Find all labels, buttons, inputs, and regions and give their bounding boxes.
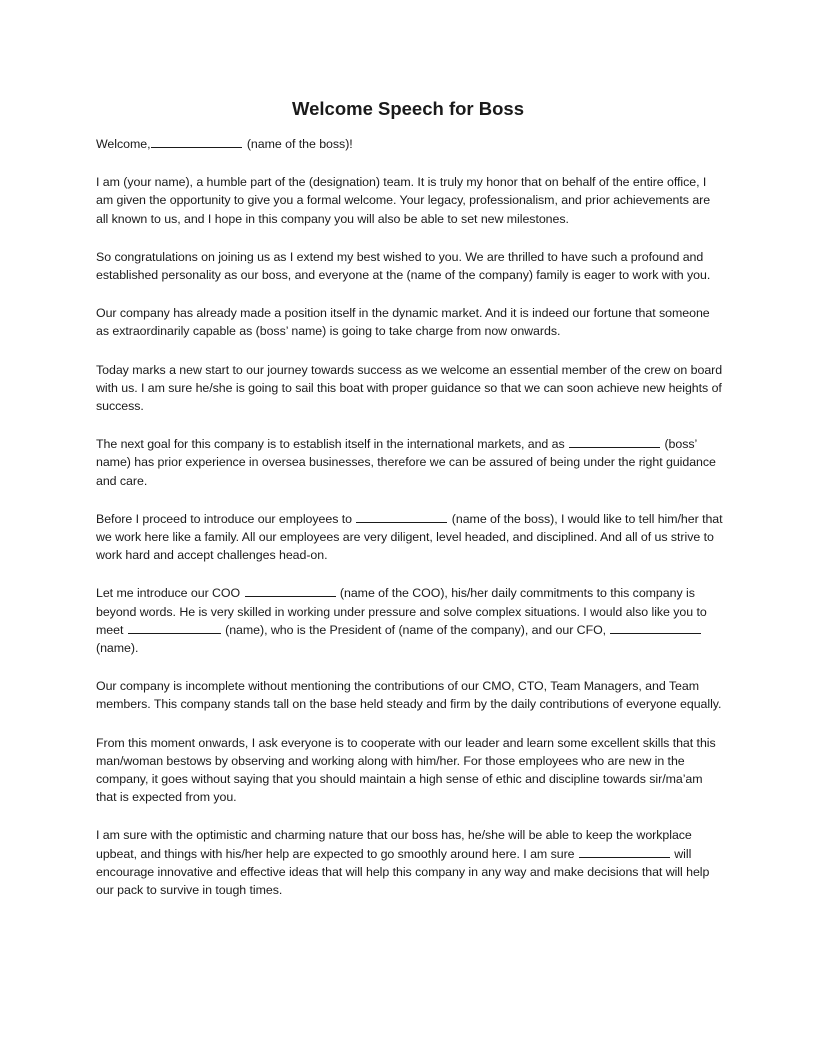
paragraph-7-text-c: (name), who is the President of (name of the company), and our CFO,: [221, 622, 610, 637]
blank-line: [610, 621, 701, 634]
paragraph-5: [96, 435, 724, 490]
paragraph-7-text-b: (name of the COO), his/her daily commitments to this company is beyond words. He is very skilled in working under pressure and solve complex situations. I would also like you to meet: [96, 586, 707, 637]
paragraph-4: Today marks a new start to our journey towards success as we welcome an essential member of the crew on board with us. I am sure he/she is going to sail this boat with proper guidance so that we can soon achieve new heights of success.: [96, 362, 723, 414]
paragraph-10-text-end: will encourage innovative and effective ideas that will help this company in any way and make decisions that will help our pack to survive in tough times.: [96, 846, 710, 898]
paragraph-8: Our company is incomplete without mentioning the contributions of our CMO, CTO, Team Managers, and Team members. This company stands tall on the base held steady and firm by the daily contributions of everyone equally.: [96, 679, 722, 712]
document-body: [96, 135, 724, 919]
paragraph-6: [96, 510, 724, 565]
paragraph-3: Our company has already made a position itself in the dynamic market. And it is indeed our fortune that someone as extraordinarily capable as (boss’ name) is going to take charge from now onwards.: [96, 306, 710, 339]
blank-line: [128, 621, 221, 634]
paragraph-5-text: The next goal for this company is to establish itself in the international markets, and as: [96, 437, 569, 452]
greeting-text: Welcome,: [96, 137, 151, 151]
document-title: Welcome Speech for Boss: [291, 98, 524, 119]
paragraph-10: [96, 826, 724, 899]
paragraph-10-text: I am sure with the optimistic and charming nature that our boss has, he/she will be able to keep the workplace upbeat, and things with his/her help are expected to go smoothly around here. I am sure: [96, 828, 692, 861]
paragraph-1: I am (your name), a humble part of the (designation) team. It is truly my honor that on behalf of the entire office, I am given the opportunity to give you a formal welcome. Your legacy, professionalism, and prior achievements are all known to us, and I hope in this company you will also be able to set new milestones.: [96, 175, 711, 226]
blank-line: [245, 584, 336, 597]
paragraph-6-text: Before I proceed to introduce our employees to: [96, 511, 356, 526]
paragraph-7-text-d: (name).: [96, 641, 139, 656]
greeting-suffix: (name of the boss)!: [243, 137, 353, 151]
paragraph-6-text-end: (name of the boss), I would like to tell him/her that we work here like a family. All our employees are very diligent, level headed, and disciplined. And all of us strive to work hard and accept challenges head-on.: [96, 511, 723, 563]
blank-line: [569, 435, 660, 448]
blank-line: [579, 845, 670, 858]
blank-line: [151, 135, 242, 148]
blank-line: [356, 510, 447, 523]
paragraph-5-text-end: (boss’ name) has prior experience in oversea businesses, therefore we can be assured of being under the right guidance and care.: [96, 437, 716, 488]
greeting-paragraph: [96, 135, 724, 153]
paragraph-9: From this moment onwards, I ask everyone is to cooperate with our leader and learn some excellent skills that this man/woman bestows by observing and working along with him/her. For those employees who are new in the company, it goes without saying that you should maintain a high sense of ethic and discipline towards sir/ma’am that is expected from you.: [96, 735, 716, 805]
paragraph-7-text-a: Let me introduce our COO: [96, 586, 244, 601]
paragraph-2: So congratulations on joining us as I extend my best wished to you. We are thrilled to have such a profound and established personality as our boss, and everyone at the (name of the company) family is eager to work with you.: [96, 249, 711, 283]
paragraph-7: [96, 584, 724, 657]
